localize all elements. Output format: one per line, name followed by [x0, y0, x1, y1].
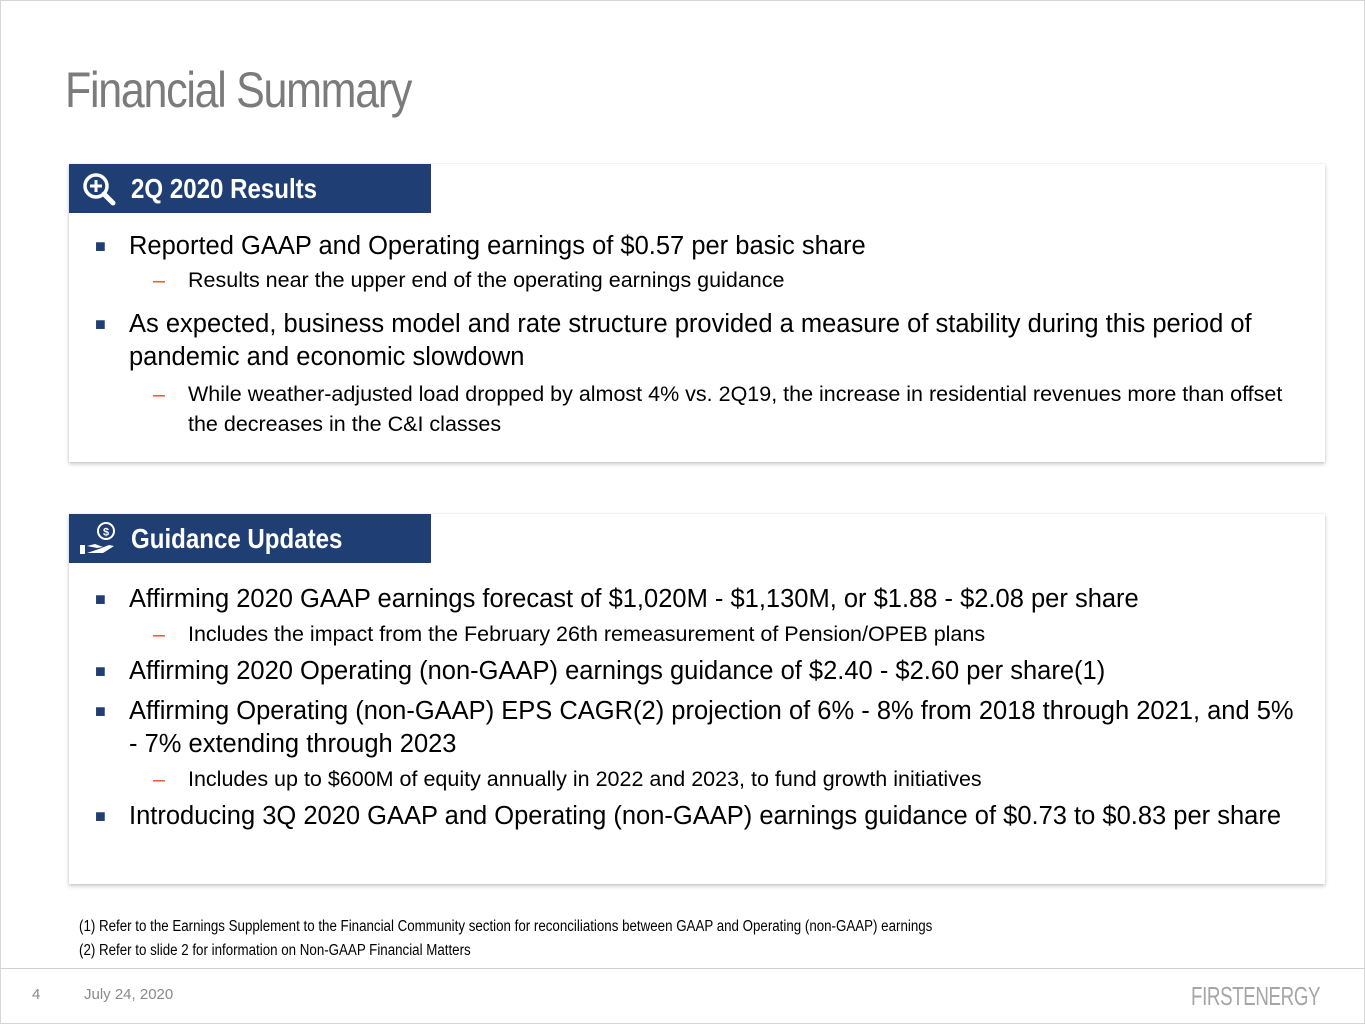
footer-date: July 24, 2020	[84, 986, 174, 1003]
sub-bullet-marker: –	[153, 622, 165, 646]
bullet-marker: ■	[95, 589, 106, 609]
bullet-text: Affirming 2020 GAAP earnings forecast of $1,020M - $1,130M, or $1.88 - $2.08 per share	[129, 585, 1139, 613]
footnotes	[79, 915, 932, 963]
footnote: (1) Refer to the Earnings Supplement to the Financial Community section for reconciliations between GAAP and Operating (non-GAAP) earnings	[79, 918, 933, 935]
bullet-item	[69, 695, 1325, 761]
sub-bullet-text: While weather-adjusted load dropped by almost 4% vs. 2Q19, the increase in residential revenues more than offset the decreases in the C&I classes	[188, 382, 1283, 436]
bullet-marker: ■	[95, 701, 106, 721]
zoom-in-icon	[79, 169, 119, 209]
bullet-text: Affirming Operating (non-GAAP) EPS CAGR(2) projection of 6% - 8% from 2018 through 2021, and 5% - 7% extending through 2023	[129, 697, 1294, 758]
sub-bullet-item	[69, 265, 1325, 295]
sub-bullet-text: Results near the upper end of the operating earnings guidance	[188, 268, 785, 292]
guidance-bullet-list	[69, 583, 1325, 833]
results-panel	[69, 164, 1325, 462]
bullet-text: As expected, business model and rate structure provided a measure of stability during this period of pandemic and economic slowdown	[129, 310, 1252, 371]
bullet-marker: ■	[95, 314, 106, 334]
bullet-item	[69, 655, 1325, 688]
sub-bullet-text: Includes the impact from the February 26th remeasurement of Pension/OPEB plans	[188, 622, 986, 646]
bullet-item	[69, 230, 1325, 263]
sub-bullet-text: Includes up to $600M of equity annually in 2022 and 2023, to fund growth initiatives	[188, 767, 982, 791]
bullet-text: Introducing 3Q 2020 GAAP and Operating (non-GAAP) earnings guidance of $0.73 to $0.83 per share	[129, 802, 1282, 830]
sub-bullet-item	[69, 619, 1325, 649]
bullet-marker: ■	[95, 806, 106, 826]
bullet-text: Reported GAAP and Operating earnings of $0.57 per basic share	[129, 232, 866, 260]
footer-divider	[1, 968, 1364, 969]
brand-logo: FIRSTENERGY	[1191, 981, 1321, 1011]
guidance-header	[69, 514, 431, 563]
bullet-item	[69, 583, 1325, 616]
sub-bullet-marker: –	[153, 268, 165, 292]
results-bullet-list	[69, 230, 1325, 439]
guidance-header-label: Guidance Updates	[131, 522, 343, 554]
guidance-panel	[69, 514, 1325, 884]
hand-money-icon	[79, 519, 119, 559]
bullet-text: Affirming 2020 Operating (non-GAAP) earnings guidance of $2.40 - $2.60 per share(1)	[129, 657, 1106, 685]
sub-bullet-item	[69, 379, 1325, 439]
footnote: (2) Refer to slide 2 for information on Non-GAAP Financial Matters	[79, 942, 471, 959]
page-title: Financial Summary	[65, 62, 412, 118]
bullet-marker: ■	[95, 661, 106, 681]
results-header	[69, 164, 431, 213]
results-header-label: 2Q 2020 Results	[131, 172, 318, 204]
page-number: 4	[32, 986, 41, 1003]
svg-text:$: $	[102, 526, 110, 538]
sub-bullet-item	[69, 764, 1325, 794]
bullet-item	[69, 800, 1325, 833]
sub-bullet-marker: –	[153, 382, 165, 406]
sub-bullet-marker: –	[153, 767, 165, 791]
bullet-item	[69, 308, 1325, 374]
bullet-marker: ■	[95, 236, 106, 256]
